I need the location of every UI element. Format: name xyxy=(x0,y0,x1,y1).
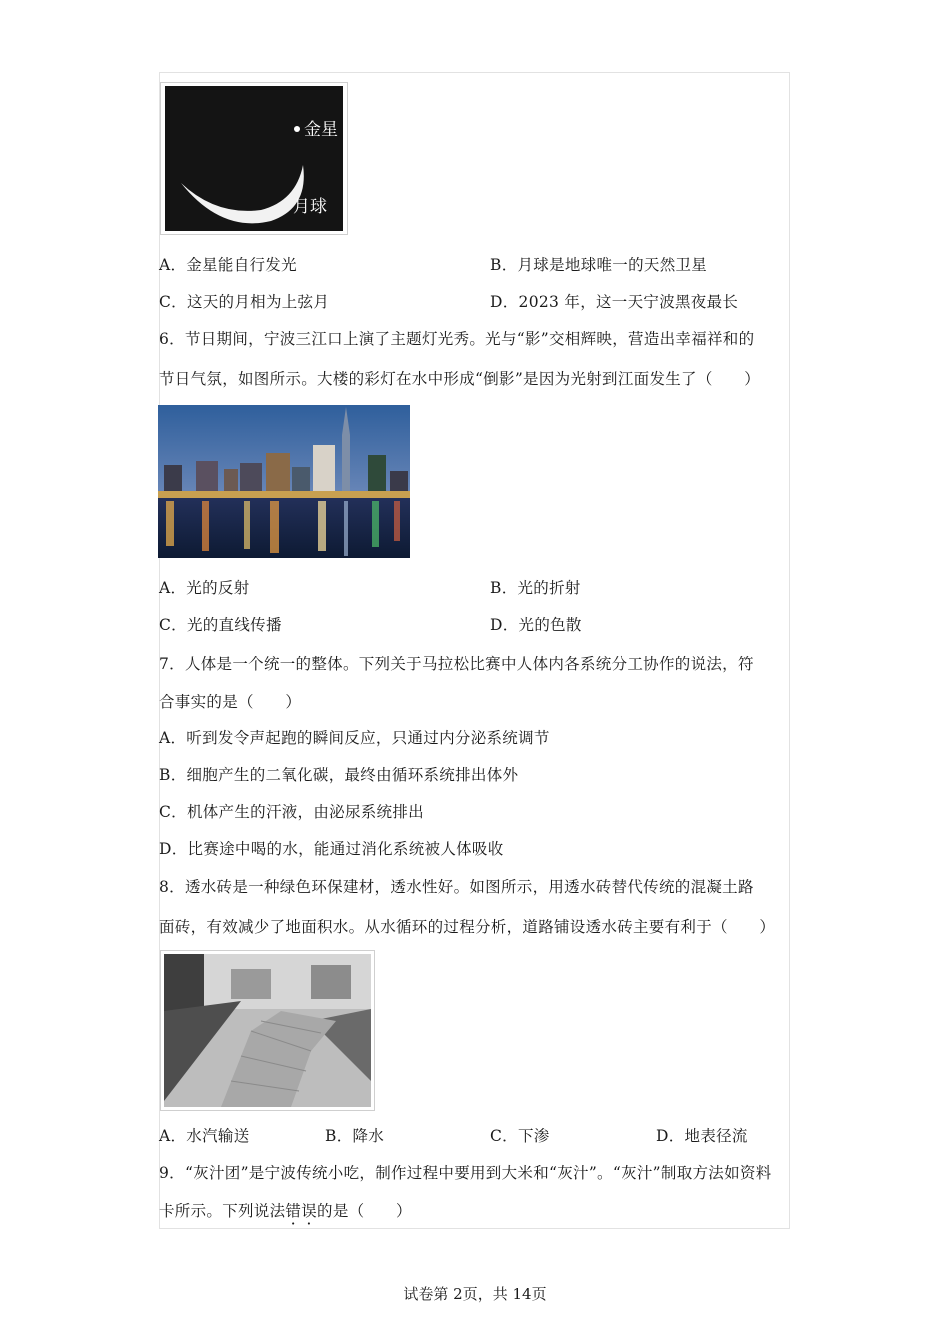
moon-venus-photo xyxy=(160,82,348,235)
moon-label: 月球 xyxy=(293,197,327,217)
q5-option-c: C．这天的月相为上弦月 xyxy=(159,293,330,311)
venus-label: 金星 xyxy=(304,120,338,140)
q9-stem-line1: 9．“灰汁团”是宁波传统小吃，制作过程中要用到大米和“灰汁”。“灰汁”制取方法如资料 xyxy=(159,1164,772,1182)
q9-stem-tail: 的是（ ） xyxy=(317,1202,412,1220)
q6-option-a: A．光的反射 xyxy=(159,579,250,597)
q6-option-b: B．光的折射 xyxy=(490,579,581,597)
q8-option-d: D．地表径流 xyxy=(656,1127,748,1145)
emphasis-char-1: 错 xyxy=(285,1202,302,1220)
q7-stem-line2: 合事实的是（ ） xyxy=(159,693,302,711)
q6-stem-line2: 节日气氛，如图所示。大楼的彩灯在水中形成“倒影”是因为光射到江面发生了（ ） xyxy=(159,370,761,388)
emphasis-char-2: 误 xyxy=(301,1202,318,1220)
q8-stem-line1: 8．透水砖是一种绿色环保建材，透水性好。如图所示，用透水砖替代传统的混凝土路 xyxy=(159,878,754,896)
q9-stem-line2 xyxy=(159,1199,412,1221)
q6-option-d: D．光的色散 xyxy=(490,616,582,634)
q5-option-a: A．金星能自行发光 xyxy=(159,256,297,274)
q7-option-b: B．细胞产生的二氧化碳，最终由循环系统排出体外 xyxy=(159,766,519,784)
q6-stem-line1: 6．节日期间，宁波三江口上演了主题灯光秀。光与“影”交相辉映，营造出幸福祥和的 xyxy=(159,330,755,348)
q8-option-c: C．下渗 xyxy=(490,1127,550,1145)
q7-option-d: D．比赛途中喝的水，能通过消化系统被人体吸收 xyxy=(159,840,504,858)
q7-stem-line1: 7．人体是一个统一的整体。下列关于马拉松比赛中人体内各系统分工协作的说法，符 xyxy=(159,655,754,673)
q8-option-b: B．降水 xyxy=(325,1127,385,1145)
q9-stem-text: 卡所示。下列说法 xyxy=(159,1202,286,1220)
q5-option-b: B．月球是地球唯一的天然卫星 xyxy=(490,256,708,274)
page-footer: 试卷第 2页，共 14页 xyxy=(403,1285,547,1303)
city-night-reflection-photo xyxy=(158,405,410,558)
q5-option-d: D．2023 年，这一天宁波黑夜最长 xyxy=(490,293,739,311)
permeable-brick-path-photo xyxy=(160,950,375,1111)
q7-option-a: A．听到发令声起跑的瞬间反应，只通过内分泌系统调节 xyxy=(159,729,550,747)
q6-option-c: C．光的直线传播 xyxy=(159,616,282,634)
q8-option-a: A．水汽输送 xyxy=(159,1127,250,1145)
q8-stem-line2: 面砖，有效减少了地面积水。从水循环的过程分析，道路铺设透水砖主要有利于（ ） xyxy=(159,918,776,936)
q7-option-c: C．机体产生的汗液，由泌尿系统排出 xyxy=(159,803,424,821)
